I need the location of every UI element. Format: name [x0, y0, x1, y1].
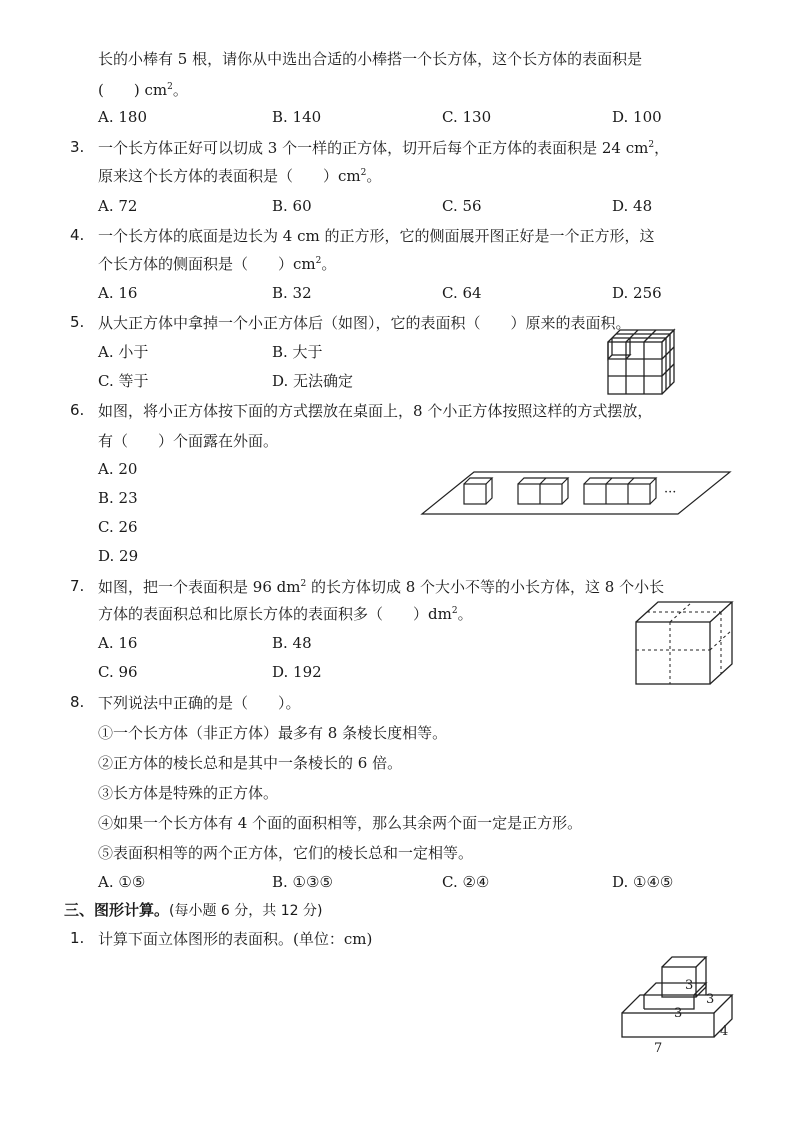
q7-option-d: D. 192 [272, 663, 322, 681]
q7-line-1: 如图，把一个表面积是 96 $dm^2$ 的长方体切成 8 个大小不等的小长方体，这 8 个小长 [98, 578, 665, 596]
q6-table-figure [420, 470, 732, 518]
q4-number: 4. [70, 226, 85, 244]
q2-option-b: B. 140 [272, 108, 322, 126]
q8-statement-1: ①一个长方体（非正方体）最多有 8 条棱长度相等。 [98, 724, 448, 742]
section-3-heading: 三、图形计算。(每小题 6 分，共 12 分) [64, 901, 323, 919]
q7-option-b: B. 48 [272, 634, 312, 652]
q2-option-c: C. 130 [442, 108, 492, 126]
q4-line-2: 个长方体的侧面积是（ ）$cm^2$。 [98, 255, 337, 273]
q6-number: 6. [70, 401, 85, 419]
q4-option-a: A. 16 [98, 284, 138, 302]
q3-line-1: 一个长方体正好可以切成 3 个一样的正方体，切开后每个正方体的表面积是 24 $cm^2$， [98, 139, 670, 157]
q6-line-2: 有（ ）个面露在外面。 [98, 432, 279, 450]
q6-option-b: B. 23 [98, 489, 138, 507]
q5-option-b: B. 大于 [272, 343, 323, 361]
q5-number: 5. [70, 313, 85, 331]
s3-q1-number: 1. [70, 929, 85, 947]
q8-option-a: A. ①⑤ [98, 873, 146, 891]
q8-statement-2: ②正方体的棱长总和是其中一条棱长的 6 倍。 [98, 754, 403, 772]
q8-option-c: C. ②④ [442, 873, 490, 891]
label-middle-width: 3 [674, 1006, 683, 1021]
label-base-length: 7 [654, 1041, 663, 1056]
q8-option-b: B. ①③⑤ [272, 873, 333, 891]
label-top-cube-side: 3 [685, 978, 694, 993]
q6-line-1: 如图，将小正方体按下面的方式摆放在桌面上，8 个小正方体按照这样的方式摆放， [98, 402, 653, 420]
label-top-cube-depth: 3 [706, 992, 715, 1007]
q3-line-2: 原来这个长方体的表面积是（ ）$cm^2$。 [98, 167, 382, 185]
q7-line-2: 方体的表面积总和比原长方体的表面积多（ ）$dm^2$。 [98, 605, 473, 623]
q6-option-c: C. 26 [98, 518, 138, 536]
q8-statement-5: ⑤表面积相等的两个正方体，它们的棱长总和一定相等。 [98, 844, 474, 862]
stacked-solid-figure [616, 955, 736, 1055]
q2-option-a: A. 180 [98, 108, 147, 126]
q5-cube-figure [606, 328, 686, 396]
q6-option-a: A. 20 [98, 460, 138, 478]
s3-q1-text: 计算下面立体图形的表面积。(单位：cm) [98, 930, 373, 948]
q2-text-line-2: ( ) $cm^2$。 [98, 81, 188, 99]
q3-option-a: A. 72 [98, 197, 138, 215]
q3-option-b: B. 60 [272, 197, 312, 215]
q2-text-line: 长的小棒有 5 根，请你从中选出合适的小棒搭一个长方体，这个长方体的表面积是 [98, 50, 643, 68]
label-base-depth: 4 [720, 1024, 729, 1039]
q8-statement-3: ③长方体是特殊的正方体。 [98, 784, 279, 802]
q7-number: 7. [70, 577, 85, 595]
q6-option-d: D. 29 [98, 547, 139, 565]
q5-line-1: 从大正方体中拿掉一个小正方体后（如图），它的表面积（ ）原来的表面积。 [98, 314, 631, 332]
q8-statement-4: ④如果一个长方体有 4 个面的面积相等，那么其余两个面一定是正方形。 [98, 814, 583, 832]
q3-option-c: C. 56 [442, 197, 482, 215]
q6-ellipsis: ··· [664, 485, 677, 500]
q7-option-c: C. 96 [98, 663, 138, 681]
q3-option-d: D. 48 [612, 197, 653, 215]
q8-option-d: D. ①④⑤ [612, 873, 674, 891]
q4-option-d: D. 256 [612, 284, 662, 302]
q4-option-c: C. 64 [442, 284, 482, 302]
q4-option-b: B. 32 [272, 284, 312, 302]
q7-option-a: A. 16 [98, 634, 138, 652]
q4-line-1: 一个长方体的底面是边长为 4 cm 的正方形，它的侧面展开图正好是一个正方形，这 [98, 227, 655, 245]
q5-option-a: A. 小于 [98, 343, 149, 361]
q7-cuboid-figure [634, 600, 734, 686]
q5-option-c: C. 等于 [98, 372, 149, 390]
q2-option-d: D. 100 [612, 108, 662, 126]
q8-line-1: 下列说法中正确的是（ ）。 [98, 694, 301, 712]
q5-option-d: D. 无法确定 [272, 372, 354, 390]
q8-number: 8. [70, 693, 85, 711]
q3-number: 3. [70, 138, 85, 156]
